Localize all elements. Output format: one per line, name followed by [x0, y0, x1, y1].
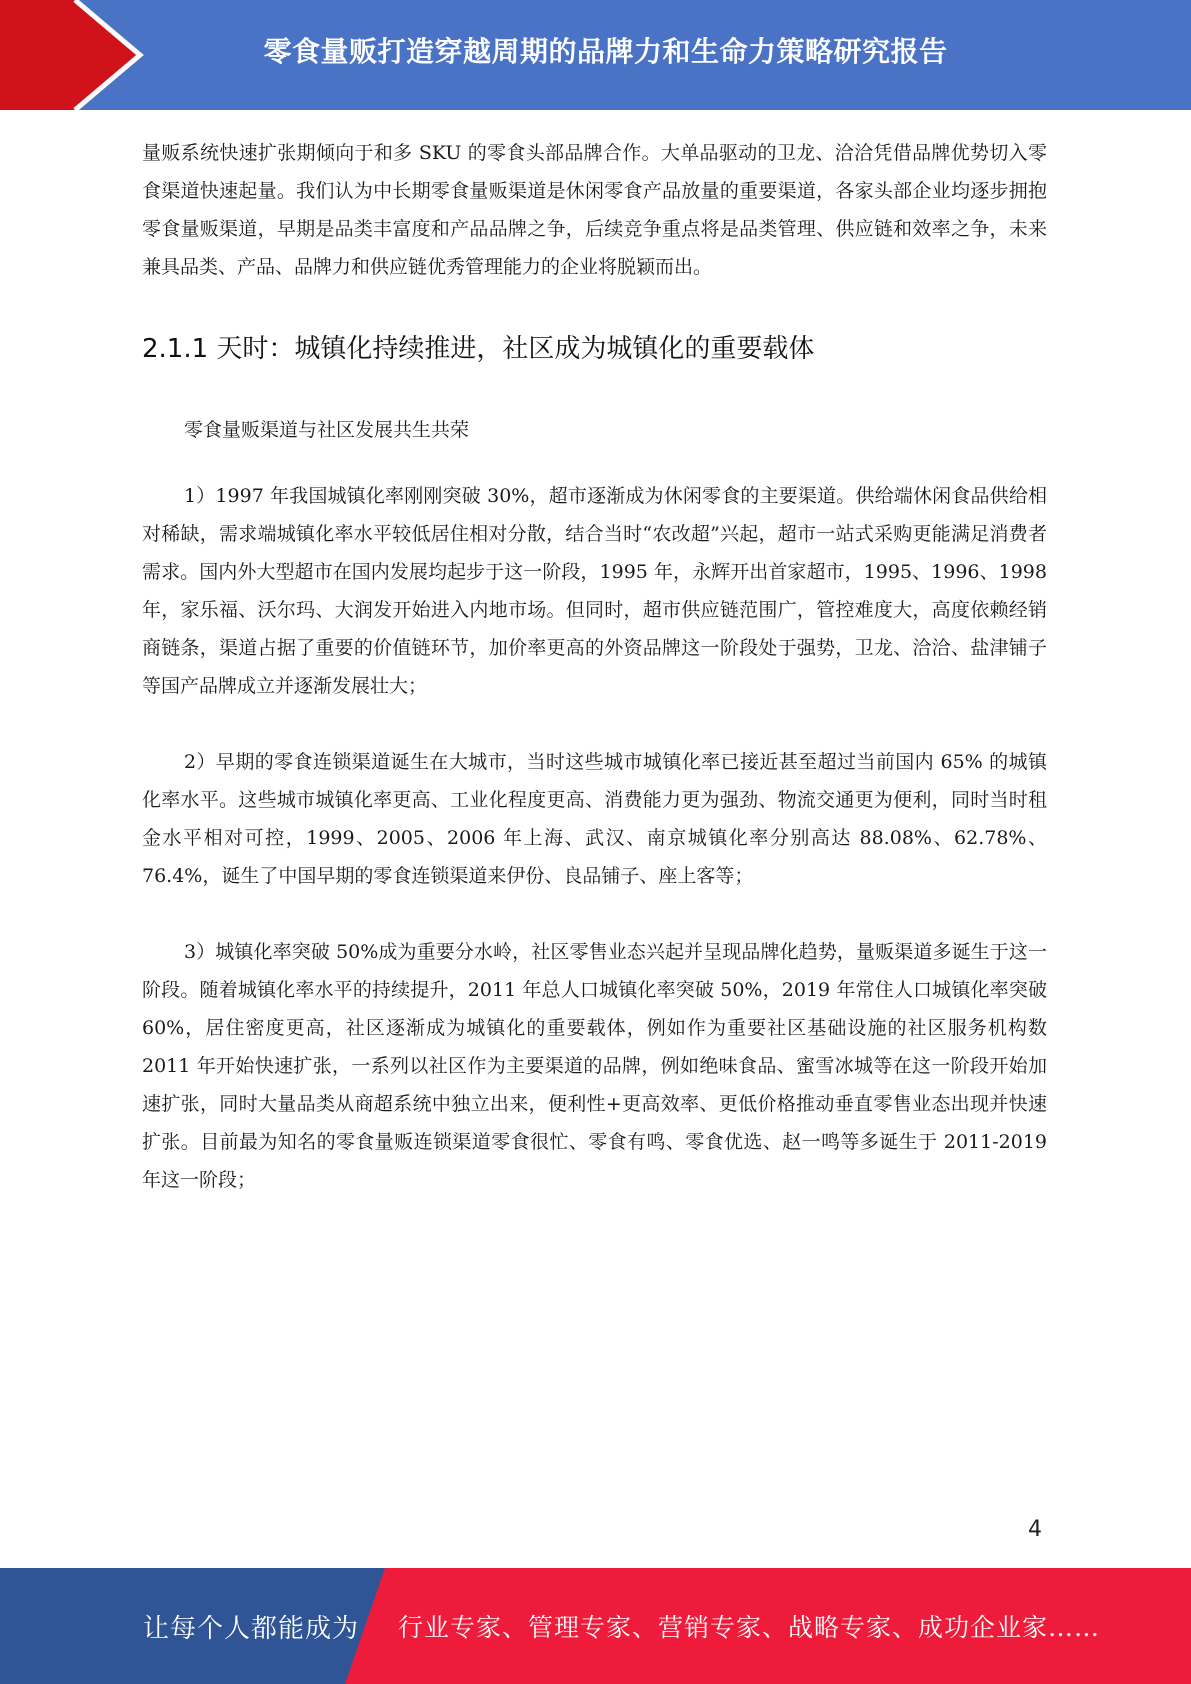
paragraph-2: 2）早期的零食连锁渠道诞生在大城市，当时这些城市城镇化率已接近甚至超过当前国内 65% 的城镇化率水平。这些城市城镇化率更高、工业化程度更高、消费能力更为强劲、物流交通更为便利，同时当时租金水平相对可控，1999、2005、2006 年上海、武汉、南京城镇化率分别高达 88.08%、62.78%、76.4%，诞生了中国早期的零食连锁渠道来伊份、良品铺子、座上客等； — [142, 751, 1047, 887]
page-footer — [0, 1568, 1191, 1684]
section-heading: 2.1.1 天时：城镇化持续推进，社区成为城镇化的重要载体 — [142, 334, 815, 364]
footer-slogan-right: 行业专家、管理专家、营销专家、战略专家、成功企业家…… — [398, 1613, 1101, 1642]
page-number: 4 — [1028, 1517, 1042, 1542]
paragraph-1: 1）1997 年我国城镇化率刚刚突破 30%，超市逐渐成为休闲零食的主要渠道。供给端休闲食品供给相对稀缺，需求端城镇化率水平较低居住相对分散，结合当时“农改超”兴起，超市一站式采购更能满足消费者需求。国内外大型超市在国内发展均起步于这一阶段，1995 年，永辉开出首家超市，1995、1996、1998 年，家乐福、沃尔玛、大润发开始进入内地市场。但同时，超市供应链范围广，管控难度大，高度依赖经销商链条，渠道占据了重要的价值链环节，加价率更高的外资品牌这一阶段处于强势，卫龙、洽洽、盐津铺子等国产品牌成立并逐渐发展壮大； — [142, 485, 1047, 697]
intro-paragraph: 量贩系统快速扩张期倾向于和多 SKU 的零食头部品牌合作。大单品驱动的卫龙、洽洽凭借品牌优势切入零食渠道快速起量。我们认为中长期零食量贩渠道是休闲零食产品放量的重要渠道，各家头部企业均逐步拥抱零食量贩渠道，早期是品类丰富度和产品品牌之争，后续竞争重点将是品类管理、供应链和效率之争，未来兼具品类、产品、品牌力和供应链优秀管理能力的企业将脱颖而出。 — [142, 142, 1047, 278]
report-title: 零食量贩打造穿越周期的品牌力和生命力策略研究报告 — [263, 35, 948, 68]
footer-slogan-left: 让每个人都能成为 — [143, 1613, 360, 1644]
subheading: 零食量贩渠道与社区发展共生共荣 — [184, 419, 470, 441]
paragraph-3: 3）城镇化率突破 50%成为重要分水岭，社区零售业态兴起并呈现品牌化趋势，量贩渠道多诞生于这一阶段。随着城镇化率水平的持续提升，2011 年总人口城镇化率突破 50%，2019 年常住人口城镇化率突破 60%，居住密度更高，社区逐渐成为城镇化的重要载体，例如作为重要社区基础设施的社区服务机构数 2011 年开始快速扩张，一系列以社区作为主要渠道的品牌，例如绝味食品、蜜雪冰城等在这一阶段开始加速扩张，同时大量品类从商超系统中独立出来，便利性+更高效率、更低价格推动垂直零售业态出现并快速扩张。目前最为知名的零食量贩连锁渠道零食很忙、零食有鸣、零食优选、赵一鸣等多诞生于 2011-2019 年这一阶段； — [142, 941, 1047, 1191]
page-header — [0, 0, 1191, 110]
page-content — [142, 134, 1047, 1199]
